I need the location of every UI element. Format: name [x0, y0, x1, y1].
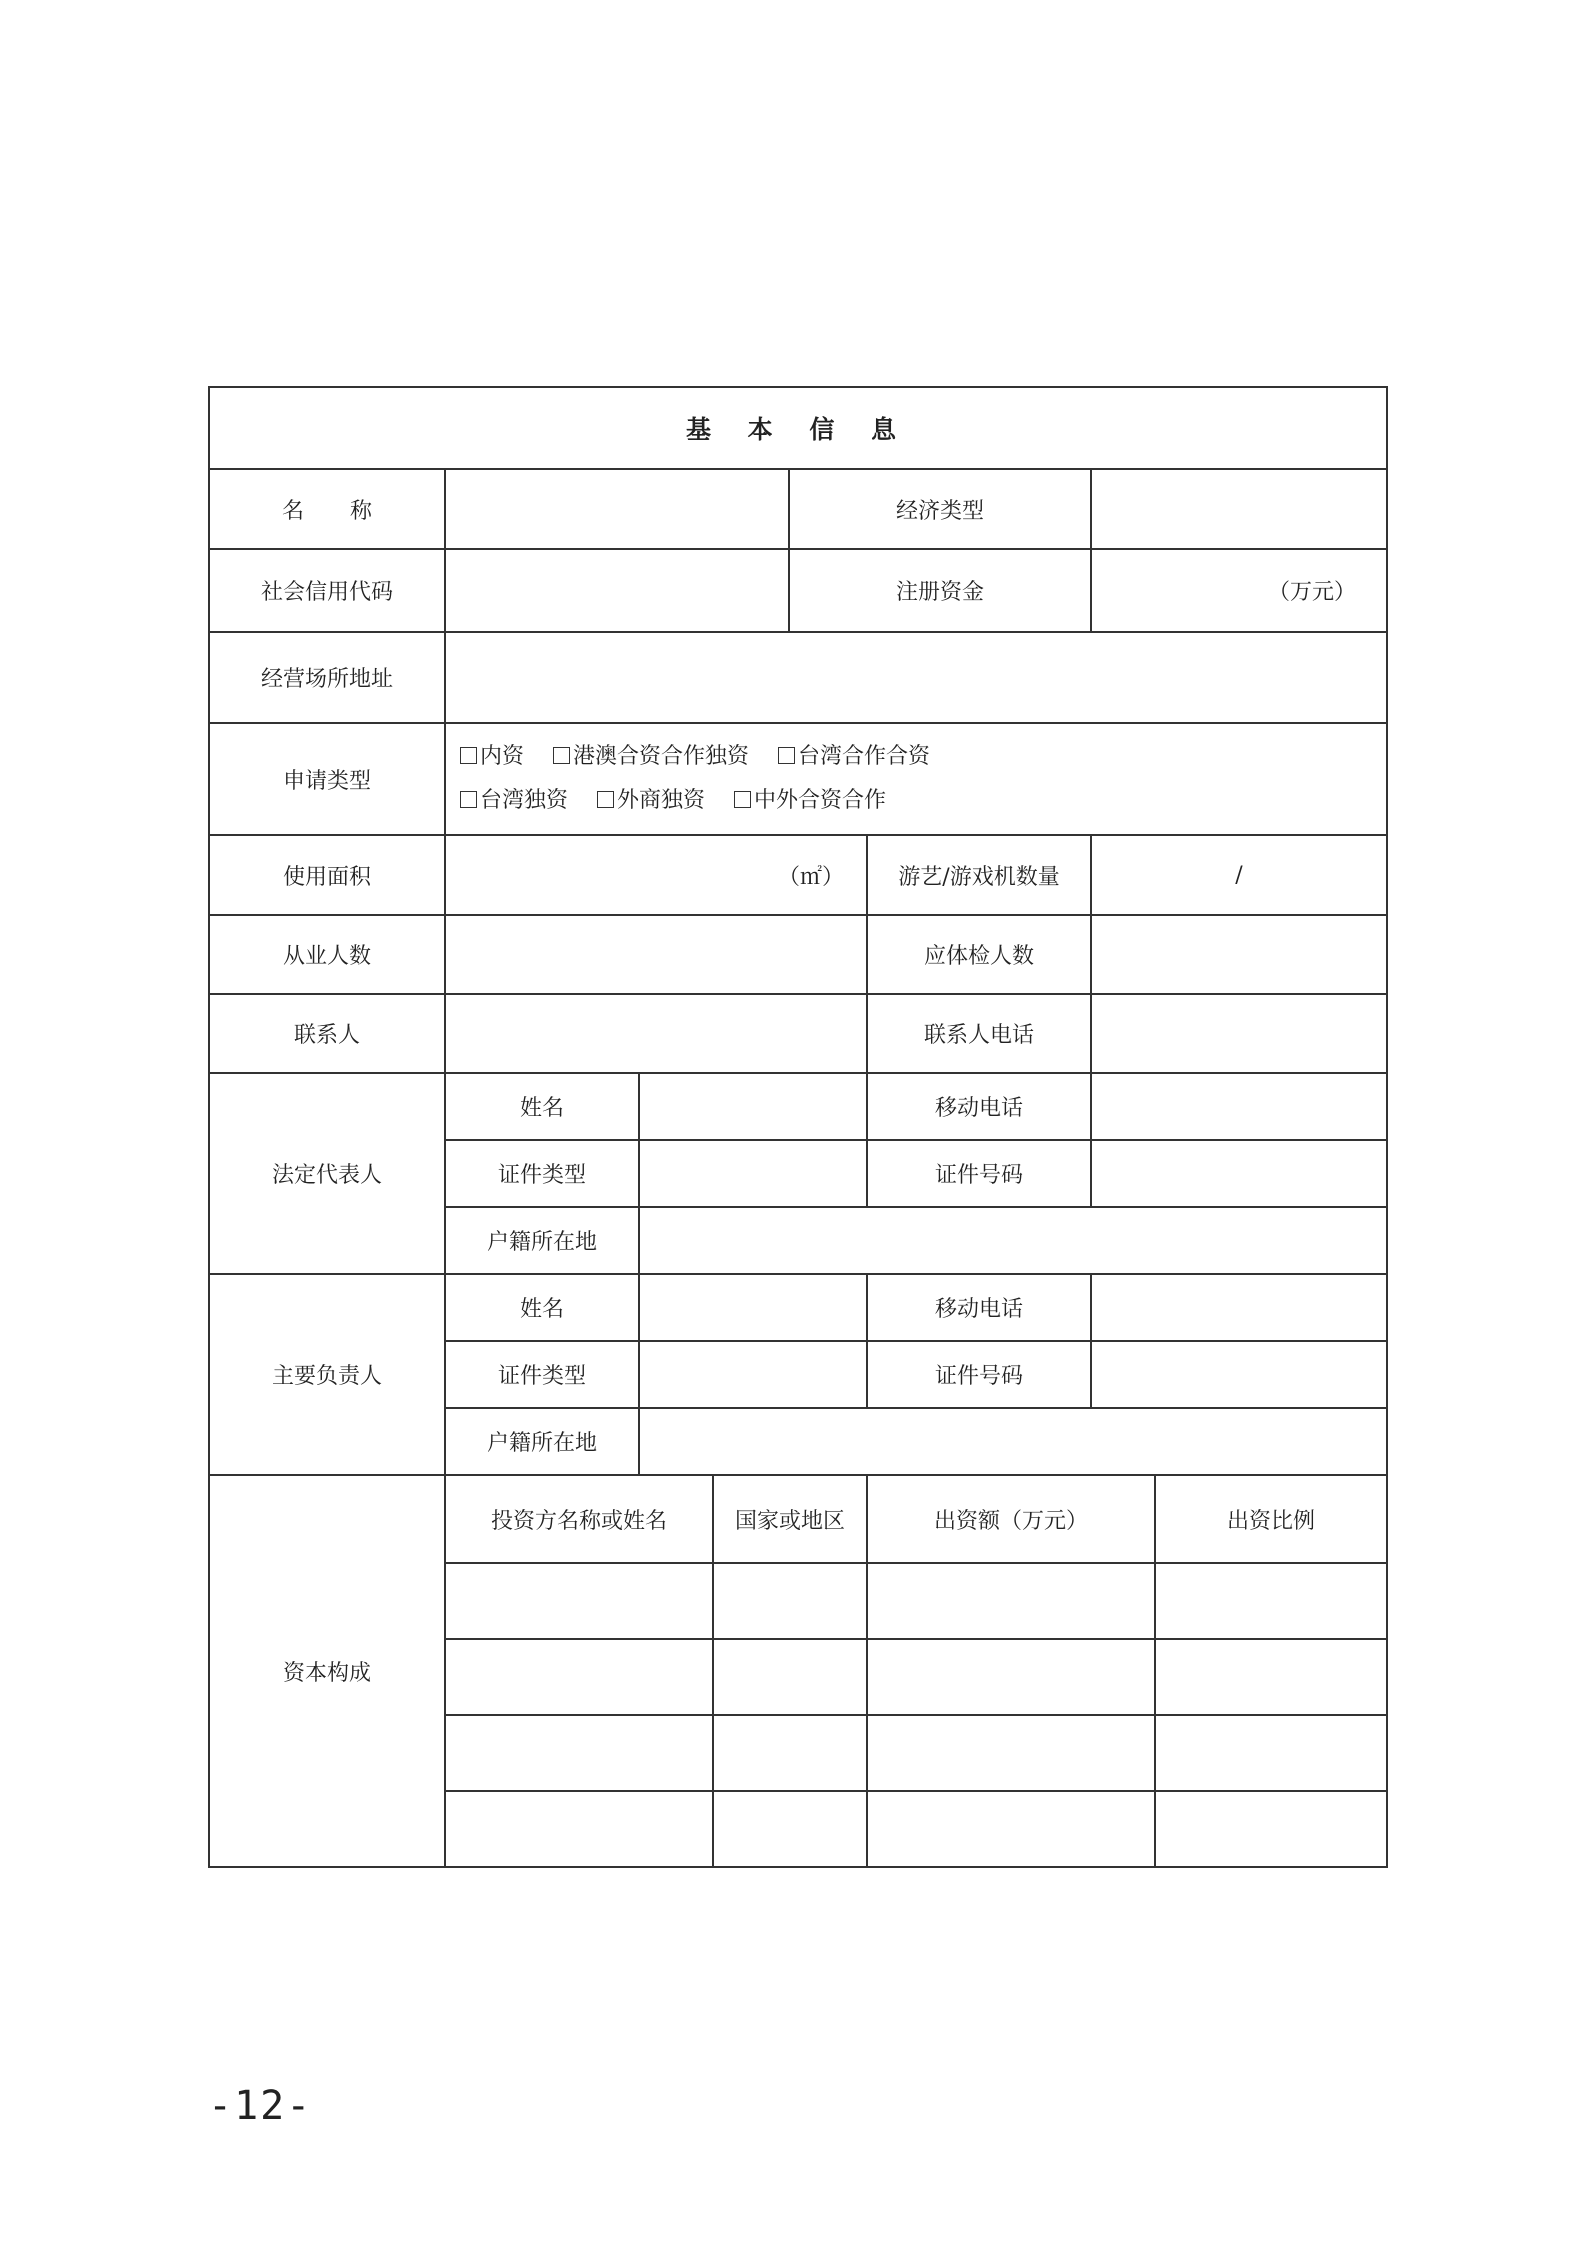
contact-label: 联系人 [209, 994, 445, 1073]
option-domestic-checkbox[interactable]: 内资 [460, 735, 524, 779]
address-field[interactable] [445, 632, 1387, 723]
application-options-row-2 [460, 779, 1386, 823]
machines-label: 游艺/游戏机数量 [867, 835, 1091, 915]
contact-phone-field[interactable] [1091, 994, 1387, 1073]
investor-field[interactable] [445, 1715, 713, 1791]
region-field[interactable] [713, 1639, 867, 1715]
machines-field[interactable] [1091, 835, 1387, 915]
option-sino-foreign-checkbox[interactable]: 中外合资合作 [734, 779, 886, 823]
option-taiwan-joint-checkbox[interactable]: 台湾合作合资 [778, 735, 930, 779]
principal-household-label: 户籍所在地 [445, 1408, 639, 1475]
area-unit: （㎡） [777, 864, 844, 890]
application-type-label: 申请类型 [209, 723, 445, 835]
amount-field[interactable] [867, 1639, 1155, 1715]
principal-mobile-field[interactable] [1091, 1274, 1387, 1341]
region-field[interactable] [713, 1715, 867, 1791]
name-label: 名 称 [209, 469, 445, 549]
principal-id-number-field[interactable] [1091, 1341, 1387, 1408]
credit-code-field[interactable] [445, 549, 789, 632]
machines-value: / [1235, 862, 1243, 888]
application-options-row-1 [460, 735, 1386, 779]
health-check-field[interactable] [1091, 915, 1387, 994]
staff-label: 从业人数 [209, 915, 445, 994]
capital-header-ratio: 出资比例 [1155, 1475, 1387, 1563]
registered-capital-field[interactable] [1091, 549, 1387, 632]
area-label: 使用面积 [209, 835, 445, 915]
contact-phone-label: 联系人电话 [867, 994, 1091, 1073]
principal-household-field[interactable] [639, 1408, 1387, 1475]
legal-rep-name-label: 姓名 [445, 1073, 639, 1140]
address-label: 经营场所地址 [209, 632, 445, 723]
principal-name-label: 姓名 [445, 1274, 639, 1341]
registered-capital-unit: （万元） [1267, 580, 1356, 605]
contact-field[interactable] [445, 994, 867, 1073]
amount-field[interactable] [867, 1715, 1155, 1791]
registered-capital-label: 注册资金 [789, 549, 1091, 632]
region-field[interactable] [713, 1791, 867, 1867]
legal-rep-household-field[interactable] [639, 1207, 1387, 1274]
legal-rep-name-field[interactable] [639, 1073, 867, 1140]
region-field[interactable] [713, 1563, 867, 1639]
investor-field[interactable] [445, 1791, 713, 1867]
principal-name-field[interactable] [639, 1274, 867, 1341]
ratio-field[interactable] [1155, 1639, 1387, 1715]
basic-info-form [208, 386, 1388, 1868]
capital-header-investor: 投资方名称或姓名 [445, 1475, 713, 1563]
legal-rep-id-type-field[interactable] [639, 1140, 867, 1207]
capital-header-region: 国家或地区 [713, 1475, 867, 1563]
principal-label: 主要负责人 [209, 1274, 445, 1475]
application-type-options [445, 723, 1387, 835]
checkbox-icon [460, 747, 477, 764]
legal-rep-id-number-field[interactable] [1091, 1140, 1387, 1207]
legal-rep-id-type-label: 证件类型 [445, 1140, 639, 1207]
principal-id-number-label: 证件号码 [867, 1341, 1091, 1408]
principal-id-type-label: 证件类型 [445, 1341, 639, 1408]
amount-field[interactable] [867, 1791, 1155, 1867]
capital-header-amount: 出资额（万元） [867, 1475, 1155, 1563]
form-title: 基 本 信 息 [209, 387, 1387, 469]
legal-rep-mobile-field[interactable] [1091, 1073, 1387, 1140]
page-number: -12- [208, 2083, 313, 2129]
legal-rep-mobile-label: 移动电话 [867, 1073, 1091, 1140]
legal-rep-label: 法定代表人 [209, 1073, 445, 1274]
economic-type-field[interactable] [1091, 469, 1387, 549]
principal-id-type-field[interactable] [639, 1341, 867, 1408]
checkbox-icon [553, 747, 570, 764]
principal-mobile-label: 移动电话 [867, 1274, 1091, 1341]
capital-label: 资本构成 [209, 1475, 445, 1867]
ratio-field[interactable] [1155, 1715, 1387, 1791]
investor-field[interactable] [445, 1563, 713, 1639]
ratio-field[interactable] [1155, 1791, 1387, 1867]
option-hk-macao-checkbox[interactable]: 港澳合资合作独资 [553, 735, 749, 779]
area-field[interactable] [445, 835, 867, 915]
staff-field[interactable] [445, 915, 867, 994]
checkbox-icon [734, 791, 751, 808]
legal-rep-id-number-label: 证件号码 [867, 1140, 1091, 1207]
health-check-label: 应体检人数 [867, 915, 1091, 994]
option-taiwan-sole-checkbox[interactable]: 台湾独资 [460, 779, 568, 823]
ratio-field[interactable] [1155, 1563, 1387, 1639]
name-field[interactable] [445, 469, 789, 549]
checkbox-icon [597, 791, 614, 808]
option-foreign-sole-checkbox[interactable]: 外商独资 [597, 779, 705, 823]
credit-code-label: 社会信用代码 [209, 549, 445, 632]
legal-rep-household-label: 户籍所在地 [445, 1207, 639, 1274]
economic-type-label: 经济类型 [789, 469, 1091, 549]
checkbox-icon [778, 747, 795, 764]
amount-field[interactable] [867, 1563, 1155, 1639]
investor-field[interactable] [445, 1639, 713, 1715]
checkbox-icon [460, 791, 477, 808]
